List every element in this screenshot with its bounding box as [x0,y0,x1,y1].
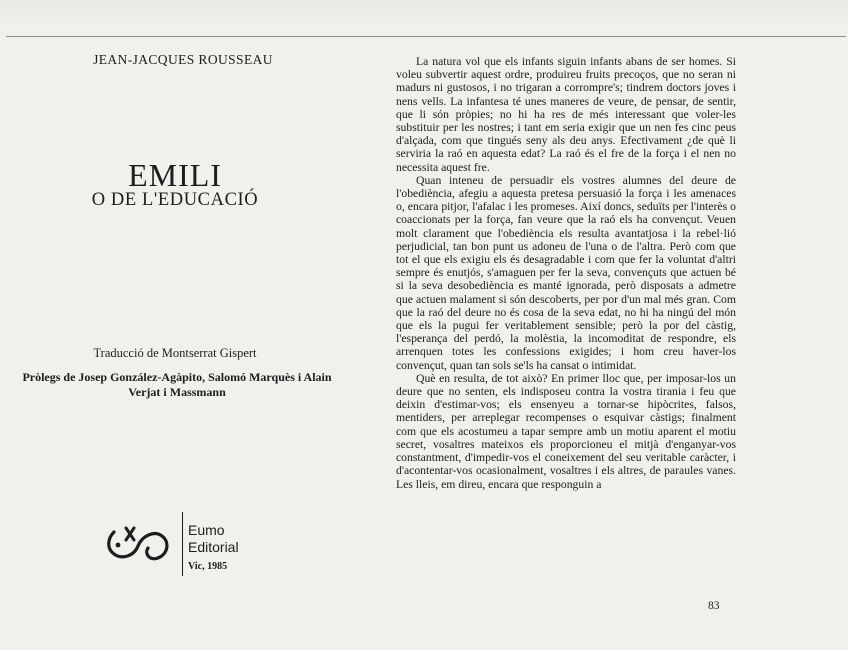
book-subtitle: O DE L'EDUCACIÓ [91,190,259,210]
author-name: JEAN-JACQUES ROUSSEAU [93,52,273,67]
prologue-credit: Pròlegs de Josep González-Agàpito, Salomó Marquès i Alain Verjat i Massmann [22,370,332,399]
paragraph: Quan inteneu de persuadir els vostres alumnes del deure de l'obediència, afegiu a aquesta pretesa persuasió la força i les amenaces o, encara pitjor, l'afalac i les promeses. Així doncs, seduïts per l'interès o coaccionats per la força, fan veure que la raó els ha convençut. Veuen molt clarament que l'obediència els resulta avantatjosa i la rebel·lió perjudicial, tan bon punt us adoneu de l'una o de l'altra. Però com que tot el que els exigiu els és desagradable i com que fer la voluntat d'altri sempre és enutjós, s'amaguen per fer la seva, convençuts que actuen bé si la seva desobediència es manté ignorada, però disposats a admetre que actuen malament si són descoberts, per por d'un mal més gran. Com que la raó del deure no és cosa de la seva edat, no hi ha ningú del món que els la pugui fer veritablement sensible; però la por del càstig, l'esperança del perdó, la molèstia, la incomoditat de respondre, els arrenquen totes les confessions exigides; i hom creu haver-los convençut, quan tan sols se'ls ha cansat o intimidat. [396,173,736,372]
page-number: 83 [708,600,720,612]
publisher-name [188,522,239,556]
publisher-imprint: Vic, 1985 [188,561,228,572]
paragraph: La natura vol que els infants siguin infants abans de ser homes. Si voleu subvertir aquest ordre, produireu fruits precoços, que no seran ni madurs ni gustosos, i no trigaran a corrompre's; tindrem doctors joves i nens vells. La infantesa té unes maneres de veure, de pensar, de sentir, que li són pròpies; no hi ha res de més interessant que voler-les substituir per les nostres; i tant em seria exigir que un nen fes cinc peus d'alçada, com que tingués seny als deu anys. Efectivament ¿de què li serviria la raó en aquesta edat? La raó és el fre de la força i el nen no necessita aquest fre. [396,55,736,174]
publisher-line-1: Eumo [188,522,225,538]
paragraph: Què en resulta, de tot això? En primer lloc que, per imposar-los un deure que no senten, els indisposeu contra la vostra tirania i feu que deixin d'estimar-vos; els ensenyeu a tornar-se hipòcrites, falsos, mentiders, per arreplegar recompenses o esquivar càstigs; finalment com que els acostumeu a tapar sempre amb un motiu aparent el motiu secret, vosaltres mateixos els proporcioneu el mitjà d'enganyar-vos constantment, d'impedir-vos el coneixement del seu veritable caràcter, i d'acontentar-vos ocasionalment, vosaltres i els altres, de paraules vanes. Les lleis, em direu, encara que responguin a [396,371,736,491]
scan-top-edge [0,0,848,22]
top-rule [6,36,846,37]
publisher-line-2: Editorial [188,539,239,555]
book-title: EMILI [128,157,222,193]
translation-credit: Traducció de Montserrat Gispert [93,346,257,360]
eumo-logo-icon [104,524,174,564]
body-text [396,55,736,491]
logo-divider [182,512,183,576]
